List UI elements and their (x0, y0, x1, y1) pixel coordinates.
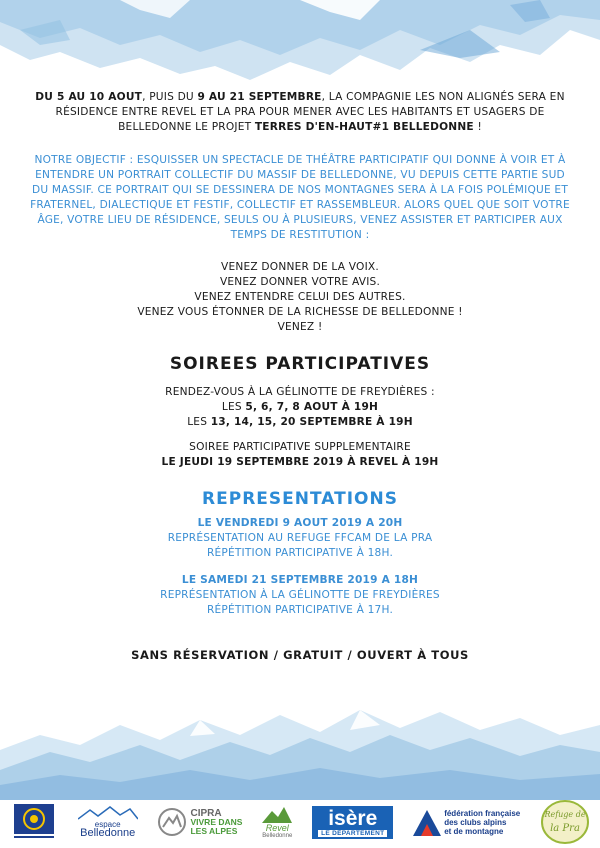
intro-part3: , LA COMPAGNIE LES NON ALIGNÉS SERA EN RÉSIDENCE ENTRE REVEL ET LA PRA POUR MENER AVEC LES HABITANTS ET USAGERS DE BELLEDONNE LE PROJET (55, 91, 565, 133)
soirees-title: SOIREES PARTICIPATIVES (169, 354, 431, 374)
council-emblem-icon (10, 802, 58, 842)
soirees-line-septembre (30, 415, 570, 430)
call-line: VENEZ ! (277, 321, 323, 333)
refuge-badge-icon (540, 799, 590, 845)
ffcam-line3: et de montagne (444, 826, 504, 836)
representation-item (30, 516, 570, 561)
soirees-line1-dates: 5, 6, 7, 8 AOUT À 19H (245, 401, 379, 413)
ffcam-logo (413, 808, 520, 836)
soirees-line2-dates: 13, 14, 15, 20 SEPTEMBRE À 19H (210, 416, 413, 428)
intro-part1: DU (35, 91, 57, 103)
intro-date2: 9 AU 21 SEPTEMBRE (197, 91, 322, 103)
espace-top: espace (94, 820, 121, 829)
soirees-line1-prefix: LES (221, 401, 246, 413)
objective-paragraph: NOTRE OBJECTIF : ESQUISSER UN SPECTACLE DE THÉÂTRE PARTICIPATIF QUI DONNE À VOIR ET À ENTENDRE UN PORTRAIT COLLECTIF DU MASSIF DE BELLEDONNE, VU DEPUIS CETTE PARTIE SUD DU MASSIF. CE PORTRAIT QUI SE DESSINERA DE NOS MONTAGNES SERA À LA FOIS POLÉMIQUE ET FRATERNEL, DIALECTIQUE ET FESTIF, COLLECTIF ET RASSEMBLEUR. ALORS QUEL QUE SOIT VOTRE ÂGE, VOTRE LIEU DE RÉSIDENCE, SEULS OU À PLUSIEURS, VENEZ ASSISTER ET PARTICIPER AUX TEMPS DE RESTITUTION : (30, 154, 570, 241)
refuge-line2: la Pra (550, 823, 580, 834)
intro-project: TERRES D'EN-HAUT#1 BELLEDONNE (254, 121, 474, 133)
watercolor-mountains-bottom (0, 690, 600, 800)
intro-part4: ! (473, 121, 482, 133)
soiree-extra-date: LE JEUDI 19 SEPTEMBRE 2019 À REVEL À 19H (161, 456, 439, 468)
espace-name: Belledonne (80, 827, 136, 839)
soirees-line-aout (30, 400, 570, 415)
call-line: VENEZ ENTENDRE CELUI DES AUTRES. (194, 291, 406, 303)
soirees-rdv: RENDEZ-VOUS À LA GÉLINOTTE DE FREYDIÈRES : (165, 386, 435, 398)
refuge-la-pra-logo (540, 799, 590, 845)
cipra-logo (157, 807, 242, 837)
representation-place: REPRÉSENTATION AU REFUGE FFCAM DE LA PRA (167, 532, 433, 544)
revel-logo (262, 805, 292, 839)
cipra-mountain-icon (157, 807, 187, 837)
representation-place: REPRÉSENTATION À LA GÉLINOTTE DE FREYDIÈRES (160, 589, 440, 601)
intro-paragraph (30, 90, 570, 135)
revel-mountain-icon (262, 805, 292, 823)
representation-date: LE SAMEDI 21 SEPTEMBRE 2019 A 18H (181, 574, 419, 586)
representation-date: LE VENDREDI 9 AOUT 2019 A 20H (197, 517, 403, 529)
council-logo (10, 802, 58, 842)
call-to-action (30, 260, 570, 335)
soiree-extra-label: SOIREE PARTICIPATIVE SUPPLEMENTAIRE (189, 441, 411, 453)
partner-logos (0, 796, 600, 848)
ffcam-mountain-icon (413, 808, 441, 836)
representation-item (30, 573, 570, 618)
call-line: VENEZ DONNER VOTRE AVIS. (219, 276, 381, 288)
revel-sub: Belledonne (262, 833, 293, 839)
intro-part2: , PUIS DU (142, 91, 198, 103)
intro-date1: 5 AU 10 AOUT (56, 91, 143, 103)
ffcam-line2: des clubs alpins (444, 817, 507, 827)
cipra-sub2: LES ALPES (190, 825, 238, 836)
espace-belledonne-logo (78, 806, 138, 838)
call-line: VENEZ DONNER DE LA VOIX. (221, 261, 379, 273)
soirees-schedule (30, 385, 570, 430)
representation-rehearsal: RÉPÉTITION PARTICIPATIVE À 18H. (206, 547, 394, 559)
watercolor-mountains-top (0, 0, 600, 90)
soirees-line2-prefix: LES (187, 416, 211, 428)
isere-small: LE DÉPARTEMENT (318, 830, 387, 837)
mountain-line-icon (78, 806, 138, 820)
representations-title: REPRESENTATIONS (202, 489, 398, 509)
isere-logo (312, 806, 393, 839)
soiree-extra (30, 440, 570, 470)
ffcam-line1: fédération française (444, 808, 521, 818)
isere-big: isère (328, 806, 378, 830)
revel-name: Revel (265, 823, 289, 833)
representation-rehearsal: RÉPÉTITION PARTICIPATIVE À 17H. (206, 604, 394, 616)
poster-content (30, 90, 570, 663)
cipra-sub1: VIVRE DANS (190, 816, 243, 827)
footer-note: SANS RÉSERVATION / GRATUIT / OUVERT À TOUS (131, 648, 469, 662)
refuge-line1: Refuge de (544, 810, 586, 819)
cipra-name: CIPRA (190, 807, 222, 819)
call-line: VENEZ VOUS ÉTONNER DE LA RICHESSE DE BELLEDONNE ! (137, 306, 463, 318)
